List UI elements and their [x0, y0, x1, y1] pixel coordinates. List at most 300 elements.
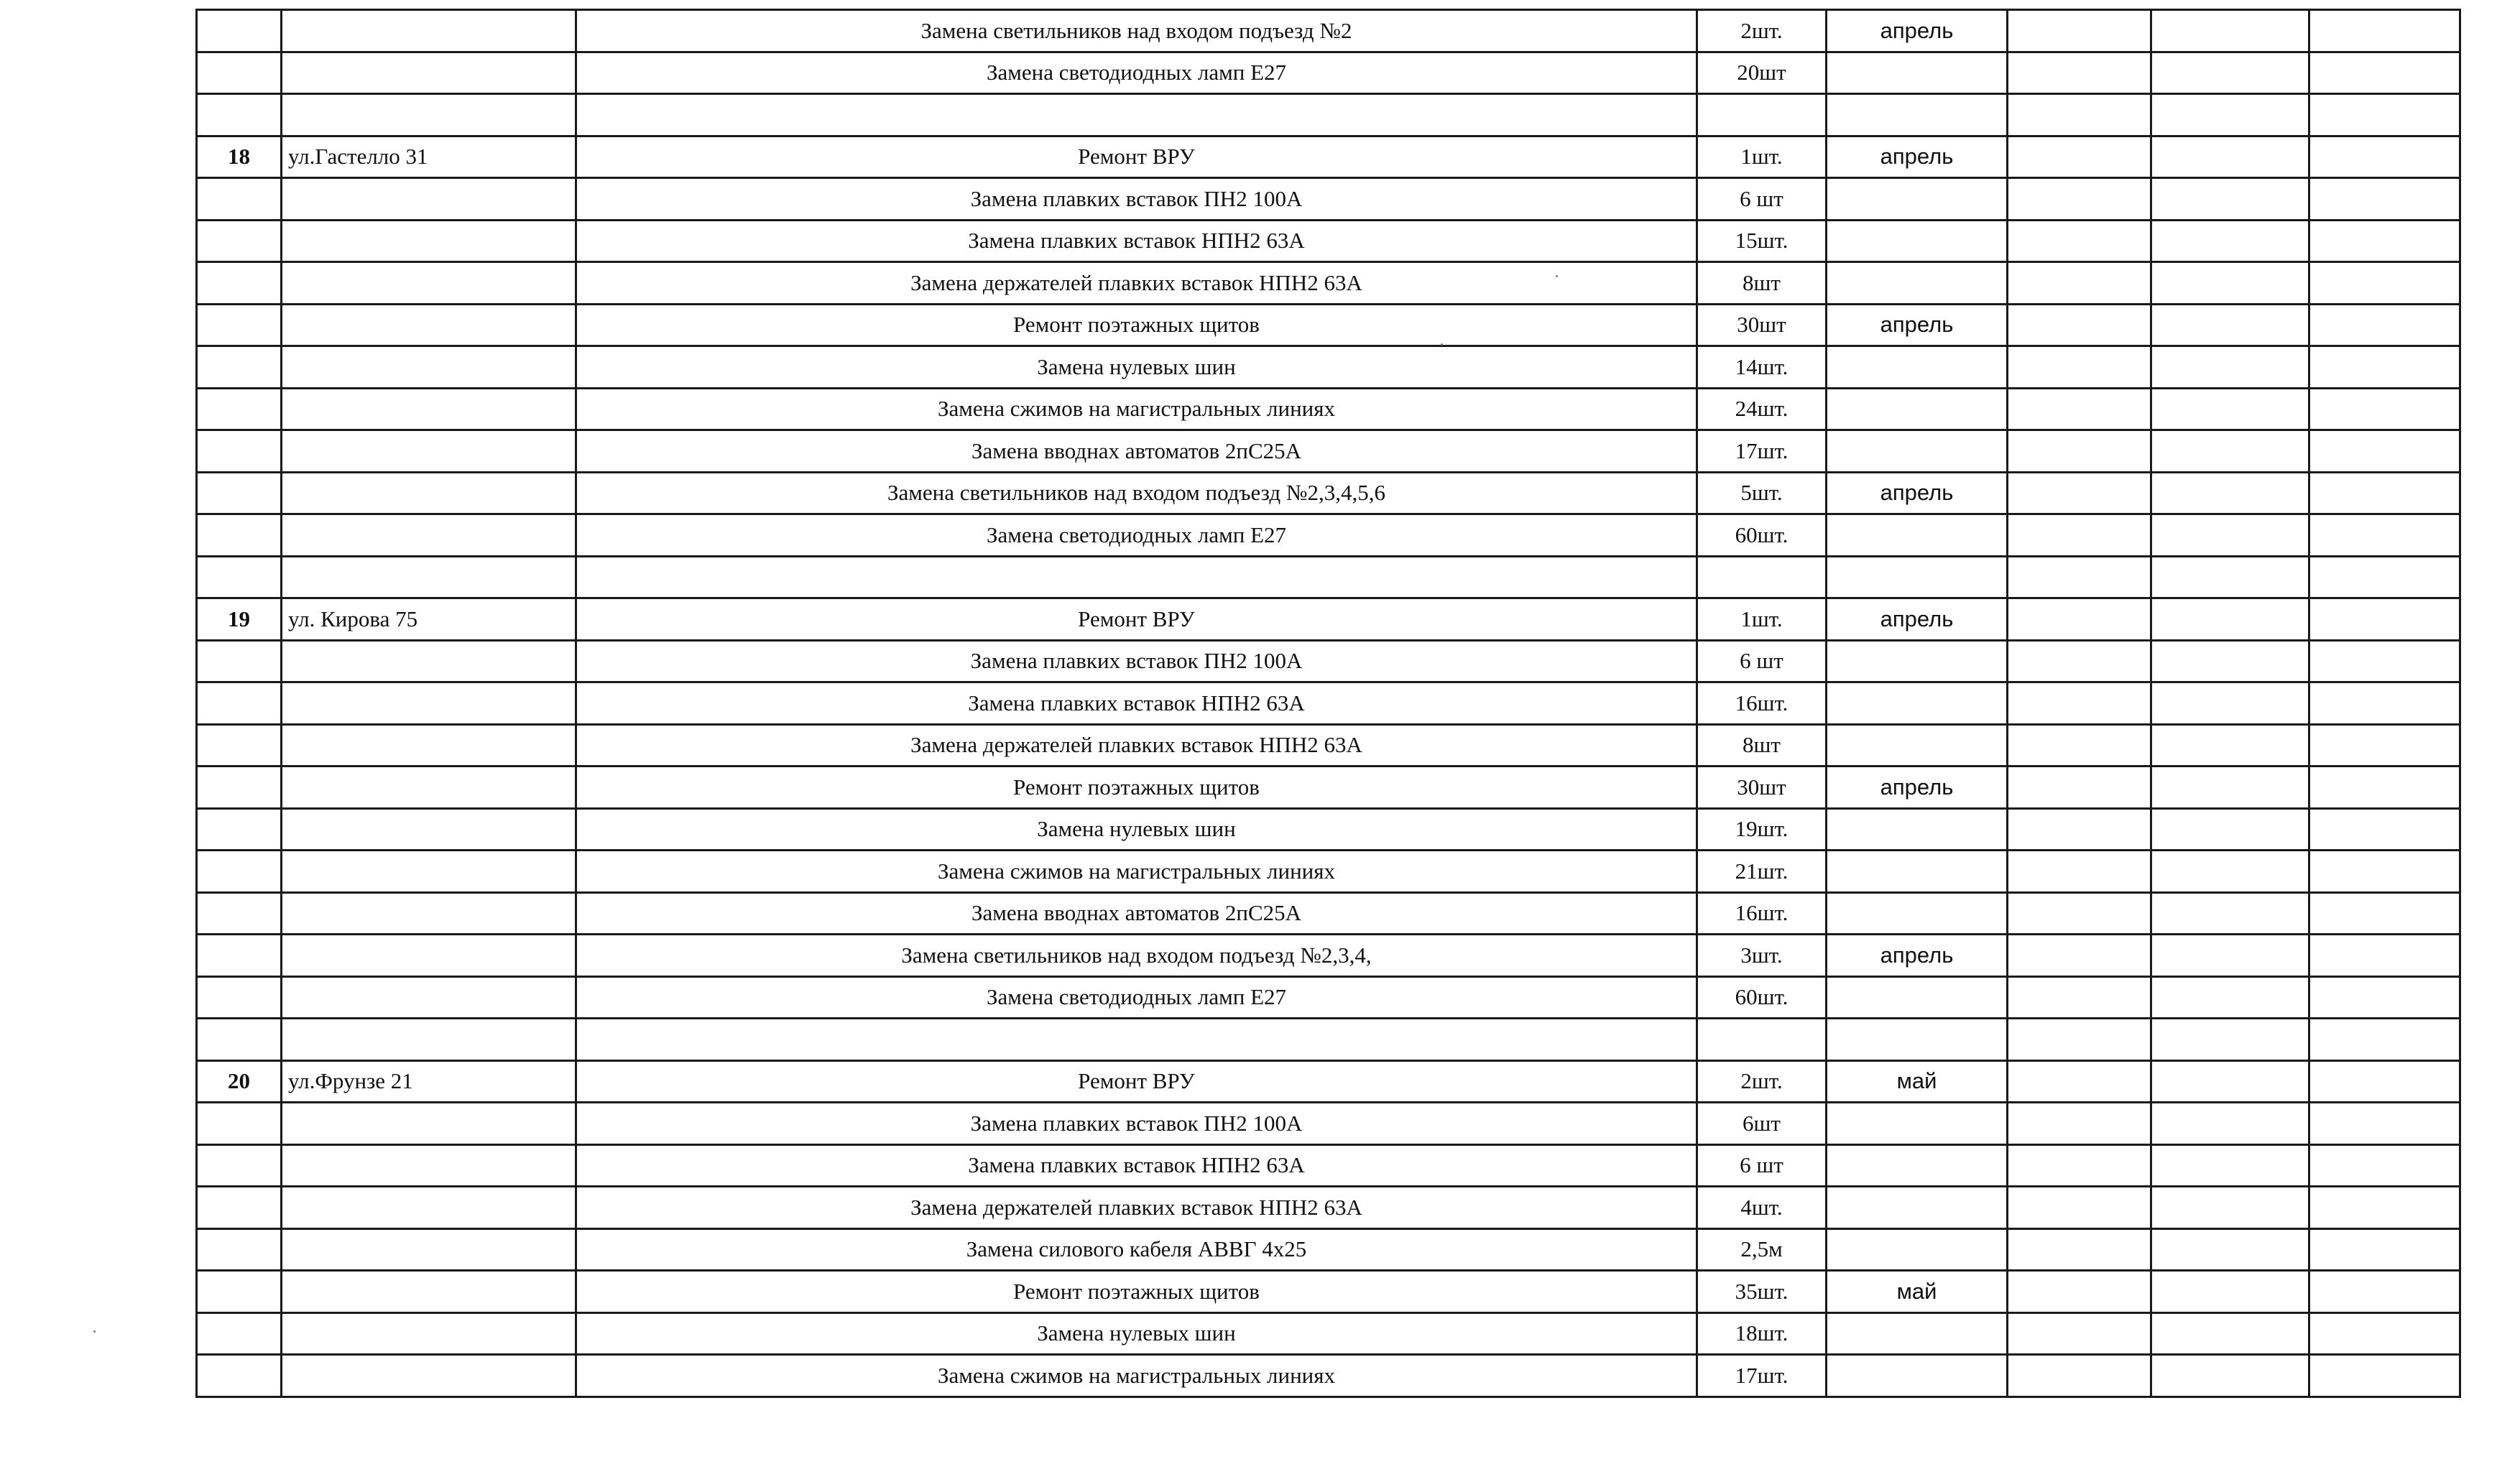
empty-cell: [2008, 1312, 2151, 1355]
scan-speck: [1441, 343, 1443, 346]
work-description: [576, 94, 1697, 136]
work-description: Замена сжимов на магистральных линиях: [576, 1355, 1697, 1397]
quantity-cell: 60шт.: [1697, 976, 1827, 1019]
empty-cell: [2309, 556, 2460, 598]
work-description: Ремонт поэтажных щитов: [576, 304, 1697, 346]
address-cell: [282, 1019, 576, 1061]
address-cell: ул. Кирова 75: [282, 598, 576, 641]
quantity-cell: 16шт.: [1697, 682, 1827, 725]
empty-cell: [2309, 808, 2460, 851]
empty-cell: [2008, 220, 2151, 262]
address-cell: [282, 1103, 576, 1145]
quantity-cell: 2шт.: [1697, 10, 1827, 52]
empty-cell: [2309, 136, 2460, 178]
empty-cell: [2309, 220, 2460, 262]
row-number: [197, 892, 282, 935]
work-description: Замена держателей плавких вставок НПН2 63А: [576, 262, 1697, 305]
table-row: [197, 892, 2460, 935]
month-cell: апрель: [1827, 935, 2008, 977]
table-row: [197, 598, 2460, 641]
quantity-cell: 30шт: [1697, 766, 1827, 809]
work-description: Замена плавких вставок НПН2 63А: [576, 682, 1697, 725]
quantity-cell: 17шт.: [1697, 1355, 1827, 1397]
address-cell: [282, 304, 576, 346]
table-row: [197, 1103, 2460, 1145]
quantity-cell: 30шт: [1697, 304, 1827, 346]
empty-cell: [2008, 10, 2151, 52]
table-row: [197, 178, 2460, 221]
empty-cell: [2309, 94, 2460, 136]
table-row: [197, 430, 2460, 473]
empty-cell: [2008, 1103, 2151, 1145]
quantity-cell: 6 шт: [1697, 1144, 1827, 1187]
quantity-cell: 8шт: [1697, 262, 1827, 305]
empty-cell: [2309, 1060, 2460, 1103]
empty-cell: [2151, 136, 2309, 178]
empty-cell: [2309, 976, 2460, 1019]
work-description: Замена нулевых шин: [576, 1312, 1697, 1355]
address-cell: [282, 514, 576, 557]
empty-cell: [2008, 808, 2151, 851]
empty-cell: [2008, 598, 2151, 641]
address-cell: [282, 52, 576, 94]
table-row: [197, 472, 2460, 514]
work-description: Замена держателей плавких вставок НПН2 63А: [576, 724, 1697, 766]
quantity-cell: 2шт.: [1697, 1060, 1827, 1103]
address-cell: [282, 1355, 576, 1397]
empty-cell: [2309, 1187, 2460, 1229]
empty-cell: [2008, 472, 2151, 514]
row-number: [197, 1271, 282, 1313]
month-cell: [1827, 1228, 2008, 1271]
month-cell: [1827, 1019, 2008, 1061]
table-row: [197, 1355, 2460, 1397]
empty-cell: [2309, 1019, 2460, 1061]
address-cell: [282, 892, 576, 935]
empty-cell: [2309, 1103, 2460, 1145]
empty-cell: [2309, 1355, 2460, 1397]
work-description: Замена нулевых шин: [576, 808, 1697, 851]
work-description: Замена вводнах автоматов 2пС25А: [576, 430, 1697, 473]
row-number: [197, 472, 282, 514]
empty-cell: [2008, 724, 2151, 766]
row-number: [197, 1355, 282, 1397]
table-row: [197, 808, 2460, 851]
empty-cell: [2008, 892, 2151, 935]
work-description: Замена плавких вставок НПН2 63А: [576, 220, 1697, 262]
empty-cell: [2008, 346, 2151, 389]
empty-cell: [2008, 976, 2151, 1019]
empty-cell: [2151, 976, 2309, 1019]
month-cell: [1827, 52, 2008, 94]
empty-cell: [2008, 262, 2151, 305]
empty-cell: [2151, 640, 2309, 682]
table-row: [197, 976, 2460, 1019]
empty-cell: [2151, 304, 2309, 346]
empty-cell: [2008, 94, 2151, 136]
work-description: [576, 1019, 1697, 1061]
table-row: [197, 304, 2460, 346]
empty-cell: [2008, 52, 2151, 94]
row-number: [197, 1019, 282, 1061]
empty-cell: [2008, 766, 2151, 809]
table-row: [197, 1187, 2460, 1229]
month-cell: [1827, 556, 2008, 598]
work-description: Замена светодиодных ламп Е27: [576, 514, 1697, 557]
empty-cell: [2008, 556, 2151, 598]
quantity-cell: 5шт.: [1697, 472, 1827, 514]
table-row: [197, 52, 2460, 94]
month-cell: [1827, 1103, 2008, 1145]
work-description: Замена плавких вставок ПН2 100А: [576, 178, 1697, 221]
table-row: [197, 724, 2460, 766]
work-description: Замена плавких вставок ПН2 100А: [576, 640, 1697, 682]
month-cell: [1827, 1144, 2008, 1187]
address-cell: [282, 682, 576, 725]
table-row: [197, 262, 2460, 305]
empty-cell: [2151, 388, 2309, 430]
month-cell: [1827, 892, 2008, 935]
empty-cell: [2008, 1271, 2151, 1313]
row-number: [197, 1312, 282, 1355]
address-cell: [282, 976, 576, 1019]
work-description: Ремонт ВРУ: [576, 136, 1697, 178]
empty-cell: [2151, 1103, 2309, 1145]
address-cell: [282, 1271, 576, 1313]
month-cell: [1827, 851, 2008, 893]
table-row: [197, 851, 2460, 893]
quantity-cell: [1697, 556, 1827, 598]
empty-cell: [2008, 851, 2151, 893]
month-cell: [1827, 388, 2008, 430]
empty-cell: [2008, 1060, 2151, 1103]
address-cell: [282, 10, 576, 52]
row-number: [197, 178, 282, 221]
empty-cell: [2309, 1312, 2460, 1355]
row-number: [197, 262, 282, 305]
row-number: [197, 430, 282, 473]
empty-cell: [2309, 766, 2460, 809]
month-cell: [1827, 724, 2008, 766]
month-cell: апрель: [1827, 598, 2008, 641]
work-description: Замена сжимов на магистральных линиях: [576, 388, 1697, 430]
row-number: [197, 682, 282, 725]
empty-cell: [2309, 304, 2460, 346]
month-cell: [1827, 514, 2008, 557]
row-number: [197, 94, 282, 136]
table-row: [197, 1060, 2460, 1103]
month-cell: апрель: [1827, 10, 2008, 52]
work-description: Замена светильников над входом подъезд №2,3,4,: [576, 935, 1697, 977]
empty-cell: [2008, 430, 2151, 473]
empty-cell: [2008, 935, 2151, 977]
empty-cell: [2151, 262, 2309, 305]
table-row: [197, 1312, 2460, 1355]
empty-cell: [2309, 388, 2460, 430]
address-cell: [282, 262, 576, 305]
empty-cell: [2151, 851, 2309, 893]
work-description: Замена сжимов на магистральных линиях: [576, 851, 1697, 893]
quantity-cell: 35шт.: [1697, 1271, 1827, 1313]
empty-cell: [2151, 178, 2309, 221]
empty-cell: [2309, 1228, 2460, 1271]
quantity-cell: [1697, 1019, 1827, 1061]
row-number: 19: [197, 598, 282, 641]
address-cell: [282, 935, 576, 977]
empty-cell: [2151, 1060, 2309, 1103]
table-row: [197, 346, 2460, 389]
table-row: [197, 556, 2460, 598]
empty-cell: [2151, 94, 2309, 136]
empty-cell: [2151, 220, 2309, 262]
empty-cell: [2008, 640, 2151, 682]
row-number: [197, 388, 282, 430]
empty-cell: [2151, 808, 2309, 851]
empty-cell: [2151, 1228, 2309, 1271]
address-cell: [282, 220, 576, 262]
empty-cell: [2008, 1187, 2151, 1229]
empty-cell: [2309, 52, 2460, 94]
table-body: [197, 10, 2460, 1397]
work-description: Ремонт ВРУ: [576, 598, 1697, 641]
work-description: Замена плавких вставок НПН2 63А: [576, 1144, 1697, 1187]
quantity-cell: 21шт.: [1697, 851, 1827, 893]
month-cell: [1827, 262, 2008, 305]
month-cell: [1827, 1312, 2008, 1355]
row-number: [197, 640, 282, 682]
empty-cell: [2008, 178, 2151, 221]
address-cell: [282, 1187, 576, 1229]
quantity-cell: 17шт.: [1697, 430, 1827, 473]
work-description: [576, 556, 1697, 598]
quantity-cell: 18шт.: [1697, 1312, 1827, 1355]
empty-cell: [2309, 262, 2460, 305]
quantity-cell: 6шт: [1697, 1103, 1827, 1145]
quantity-cell: 14шт.: [1697, 346, 1827, 389]
month-cell: апрель: [1827, 136, 2008, 178]
empty-cell: [2151, 598, 2309, 641]
empty-cell: [2151, 682, 2309, 725]
work-description: Замена светильников над входом подъезд №2,3,4,5,6: [576, 472, 1697, 514]
address-cell: [282, 640, 576, 682]
table-row: [197, 388, 2460, 430]
empty-cell: [2309, 1144, 2460, 1187]
empty-cell: [2151, 1271, 2309, 1313]
month-cell: [1827, 640, 2008, 682]
empty-cell: [2151, 556, 2309, 598]
month-cell: апрель: [1827, 472, 2008, 514]
scan-speck: [1556, 275, 1558, 277]
table-row: [197, 136, 2460, 178]
address-cell: [282, 472, 576, 514]
empty-cell: [2008, 514, 2151, 557]
address-cell: [282, 94, 576, 136]
empty-cell: [2309, 724, 2460, 766]
empty-cell: [2151, 766, 2309, 809]
address-cell: [282, 430, 576, 473]
empty-cell: [2309, 10, 2460, 52]
quantity-cell: 16шт.: [1697, 892, 1827, 935]
work-description: Замена нулевых шин: [576, 346, 1697, 389]
address-cell: [282, 178, 576, 221]
quantity-cell: 2,5м: [1697, 1228, 1827, 1271]
row-number: 18: [197, 136, 282, 178]
table-row: [197, 682, 2460, 725]
row-number: [197, 1103, 282, 1145]
row-number: [197, 346, 282, 389]
address-cell: [282, 556, 576, 598]
empty-cell: [2309, 598, 2460, 641]
empty-cell: [2309, 346, 2460, 389]
empty-cell: [2151, 892, 2309, 935]
empty-cell: [2151, 724, 2309, 766]
empty-cell: [2309, 892, 2460, 935]
empty-cell: [2151, 1187, 2309, 1229]
work-description: Замена держателей плавких вставок НПН2 63А: [576, 1187, 1697, 1229]
table-row: [197, 1019, 2460, 1061]
quantity-cell: 3шт.: [1697, 935, 1827, 977]
address-cell: [282, 1228, 576, 1271]
empty-cell: [2008, 388, 2151, 430]
table-row: [197, 514, 2460, 557]
scan-speck: [93, 1330, 96, 1333]
empty-cell: [2151, 1355, 2309, 1397]
work-description: Замена светодиодных ламп Е27: [576, 52, 1697, 94]
address-cell: [282, 851, 576, 893]
empty-cell: [2309, 640, 2460, 682]
works-table: [195, 9, 2461, 1398]
address-cell: [282, 346, 576, 389]
row-number: [197, 935, 282, 977]
work-description: Замена светильников над входом подъезд №2: [576, 10, 1697, 52]
address-cell: [282, 388, 576, 430]
row-number: [197, 1144, 282, 1187]
table-row: [197, 1228, 2460, 1271]
work-description: Замена плавких вставок ПН2 100А: [576, 1103, 1697, 1145]
address-cell: ул.Гастелло 31: [282, 136, 576, 178]
row-number: [197, 10, 282, 52]
month-cell: [1827, 430, 2008, 473]
empty-cell: [2151, 10, 2309, 52]
quantity-cell: 24шт.: [1697, 388, 1827, 430]
row-number: [197, 724, 282, 766]
empty-cell: [2309, 935, 2460, 977]
row-number: [197, 514, 282, 557]
empty-cell: [2008, 1144, 2151, 1187]
row-number: [197, 766, 282, 809]
empty-cell: [2008, 1355, 2151, 1397]
month-cell: апрель: [1827, 304, 2008, 346]
address-cell: [282, 766, 576, 809]
empty-cell: [2309, 682, 2460, 725]
address-cell: [282, 724, 576, 766]
empty-cell: [2309, 851, 2460, 893]
quantity-cell: 8шт: [1697, 724, 1827, 766]
work-description: Ремонт поэтажных щитов: [576, 1271, 1697, 1313]
table-row: [197, 10, 2460, 52]
empty-cell: [2008, 136, 2151, 178]
row-number: [197, 1187, 282, 1229]
row-number: [197, 808, 282, 851]
month-cell: [1827, 94, 2008, 136]
empty-cell: [2151, 52, 2309, 94]
quantity-cell: 6 шт: [1697, 178, 1827, 221]
empty-cell: [2151, 514, 2309, 557]
row-number: [197, 1228, 282, 1271]
empty-cell: [2309, 430, 2460, 473]
month-cell: [1827, 220, 2008, 262]
row-number: [197, 52, 282, 94]
month-cell: [1827, 808, 2008, 851]
month-cell: май: [1827, 1271, 2008, 1313]
empty-cell: [2151, 1144, 2309, 1187]
table-row: [197, 1271, 2460, 1313]
work-description: Замена силового кабеля АВВГ 4х25: [576, 1228, 1697, 1271]
quantity-cell: 1шт.: [1697, 136, 1827, 178]
month-cell: [1827, 1187, 2008, 1229]
work-description: Ремонт ВРУ: [576, 1060, 1697, 1103]
row-number: [197, 220, 282, 262]
quantity-cell: 20шт: [1697, 52, 1827, 94]
quantity-cell: 15шт.: [1697, 220, 1827, 262]
table-row: [197, 1144, 2460, 1187]
empty-cell: [2309, 1271, 2460, 1313]
address-cell: [282, 808, 576, 851]
empty-cell: [2151, 346, 2309, 389]
table-row: [197, 766, 2460, 809]
quantity-cell: 19шт.: [1697, 808, 1827, 851]
month-cell: [1827, 1355, 2008, 1397]
table-row: [197, 640, 2460, 682]
month-cell: [1827, 178, 2008, 221]
empty-cell: [2151, 935, 2309, 977]
quantity-cell: 60шт.: [1697, 514, 1827, 557]
month-cell: май: [1827, 1060, 2008, 1103]
address-cell: [282, 1312, 576, 1355]
empty-cell: [2008, 1228, 2151, 1271]
address-cell: [282, 1144, 576, 1187]
row-number: 20: [197, 1060, 282, 1103]
empty-cell: [2151, 1019, 2309, 1061]
month-cell: апрель: [1827, 766, 2008, 809]
empty-cell: [2008, 1019, 2151, 1061]
empty-cell: [2151, 430, 2309, 473]
quantity-cell: 6 шт: [1697, 640, 1827, 682]
empty-cell: [2309, 514, 2460, 557]
quantity-cell: 4шт.: [1697, 1187, 1827, 1229]
row-number: [197, 851, 282, 893]
work-description: Ремонт поэтажных щитов: [576, 766, 1697, 809]
address-cell: ул.Фрунзе 21: [282, 1060, 576, 1103]
work-description: Замена вводнах автоматов 2пС25А: [576, 892, 1697, 935]
month-cell: [1827, 976, 2008, 1019]
month-cell: [1827, 346, 2008, 389]
quantity-cell: [1697, 94, 1827, 136]
row-number: [197, 556, 282, 598]
row-number: [197, 976, 282, 1019]
month-cell: [1827, 682, 2008, 725]
table-row: [197, 94, 2460, 136]
empty-cell: [2008, 304, 2151, 346]
table-row: [197, 935, 2460, 977]
quantity-cell: 1шт.: [1697, 598, 1827, 641]
empty-cell: [2151, 472, 2309, 514]
empty-cell: [2309, 472, 2460, 514]
empty-cell: [2008, 682, 2151, 725]
table-row: [197, 220, 2460, 262]
work-description: Замена светодиодных ламп Е27: [576, 976, 1697, 1019]
empty-cell: [2151, 1312, 2309, 1355]
